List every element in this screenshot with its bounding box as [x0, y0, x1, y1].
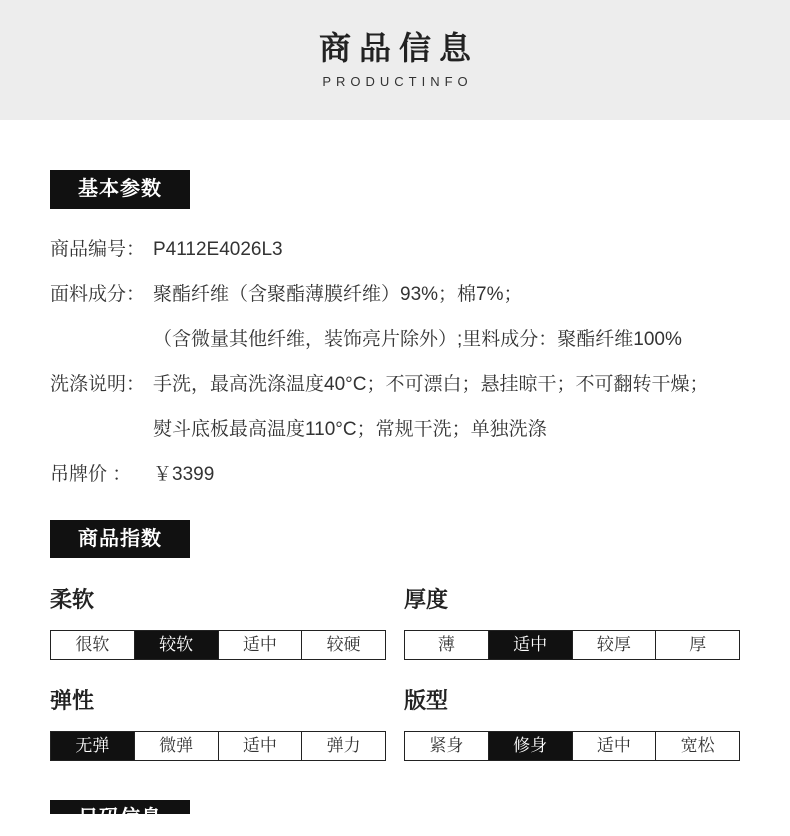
param-label: 吊牌价 ： — [50, 464, 132, 485]
param-row-fabric — [50, 272, 780, 317]
index-option: 宽松 — [655, 732, 739, 760]
index-group-fit — [404, 687, 740, 761]
param-row-washing-continued — [50, 407, 780, 452]
param-row-tag-price — [50, 452, 780, 497]
index-group-label: 弹性 — [50, 688, 95, 713]
index-option: 弹力 — [301, 732, 385, 760]
param-value: P4112E4026L3 — [153, 239, 283, 260]
index-scale — [404, 731, 740, 761]
section-heading-basic-params: 基本参数 — [50, 170, 190, 209]
index-option: 较软 — [134, 631, 218, 659]
page-title: 商品信息 — [318, 30, 479, 66]
index-scale — [50, 630, 386, 660]
index-group-label: 厚度 — [404, 587, 449, 612]
param-value: （含微量其他纤维，装饰亮片除外）;里料成分：聚酯纤维100% — [153, 329, 682, 350]
index-group-label: 柔软 — [50, 587, 95, 612]
param-value: 手洗，最高洗涤温度40°C；不可漂白；悬挂晾干；不可翻转干燥； — [153, 374, 709, 395]
param-value: 熨斗底板最高温度110°C；常规干洗；单独洗涤 — [153, 419, 547, 440]
param-label: 商品编号： — [50, 239, 146, 260]
index-option: 紧身 — [429, 736, 464, 755]
param-value: 聚酯纤维（含聚酯薄膜纤维）93%；棉7%； — [153, 284, 523, 305]
param-label — [50, 317, 153, 362]
param-value: ￥3399 — [153, 464, 215, 485]
index-scale — [404, 630, 740, 660]
index-option: 无弹 — [51, 732, 134, 760]
param-label — [50, 407, 153, 452]
index-option: 较厚 — [572, 631, 656, 659]
param-label: 洗涤说明： — [50, 374, 146, 395]
index-option: 很软 — [75, 635, 110, 654]
index-option: 厚 — [655, 631, 739, 659]
page-header — [0, 0, 790, 120]
section-heading-product-index: 商品指数 — [50, 520, 190, 558]
index-scale — [50, 731, 386, 761]
param-row-item-number — [50, 227, 780, 272]
basic-params-list — [50, 227, 780, 497]
index-group-label: 版型 — [404, 688, 449, 713]
index-option: 微弹 — [134, 732, 218, 760]
index-option: 适中 — [218, 732, 302, 760]
param-label: 面料成分： — [50, 284, 146, 305]
index-option: 适中 — [218, 631, 302, 659]
param-row-washing — [50, 362, 780, 407]
index-group-thickness — [404, 586, 740, 660]
index-option: 适中 — [488, 631, 572, 659]
section-heading-size-info: 尺码信息 — [50, 800, 190, 814]
index-option: 薄 — [437, 635, 455, 654]
index-group-softness — [50, 586, 386, 660]
index-option: 修身 — [488, 732, 572, 760]
index-option: 适中 — [572, 732, 656, 760]
page-subtitle: PRODUCTINFO — [322, 74, 473, 89]
index-option: 较硬 — [301, 631, 385, 659]
index-group-elasticity — [50, 687, 386, 761]
param-row-fabric-continued — [50, 317, 780, 362]
